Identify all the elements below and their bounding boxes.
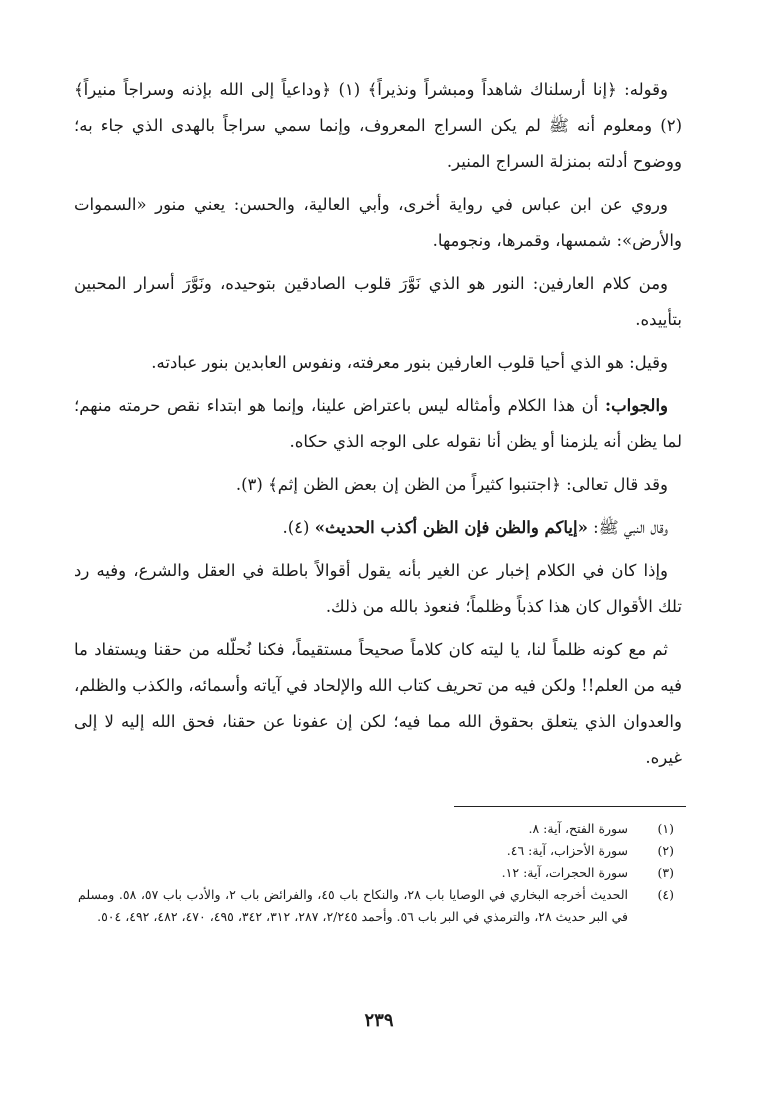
footnote-number: (١) [657, 821, 674, 836]
paragraph-ibn-abbas: وروي عن ابن عباس في رواية أخرى، وأبي العالية، والحسن: يعني منور «السموات والأرض»: شمسها، وقمرها، ونجومها. [74, 195, 682, 250]
footnote-item [78, 862, 674, 884]
hadith-intro: وقال النبي ﷺ: [587, 518, 668, 537]
paragraph-arifin: ومن كلام العارفين: النور هو الذي نَوَّرَ قلوب الصادقين بتوحيده، ونَوَّرَ أسرار المحبين بتأييده. [74, 274, 682, 329]
paragraph-verse-quote: وقوله: ﴿إنا أرسلناك شاهداً ومبشراً ونذيراً﴾ (١) ﴿وداعياً إلى الله بإذنه وسراجاً منيراً﴾ (٢) ومعلوم أنه ﷺ لم يكن السراج المعروف، وإنما سمي سراجاً بالهدى الذي جاء به؛ ووضوح أدلته بمنزلة السراج المنير. [74, 80, 682, 171]
paragraph-qila: وقيل: هو الذي أحيا قلوب العارفين بنور معرفته، ونفوس العابدين بنور عبادته. [151, 353, 668, 372]
footnote-item [78, 840, 674, 862]
paragraph-injustice: ثم مع كونه ظلماً لنا، يا ليته كان كلاماً صحيحاً مستقيماً، فكنا نُحلّله من حقنا ويستفاد ما فيه من العلم!! ولكن فيه من تحريف كتاب الله والإلحاد في آياته وأسمائه، والكذب والظلم، والعدوان الذي يتعلق بحقوق الله مما فيه؛ لكن إن عفونا عن حقنا، فحق الله إليه لا إلى غيره. [74, 640, 682, 767]
paragraph-answer [74, 388, 682, 460]
footnotes [78, 818, 674, 928]
footnote-text: سورة الفتح، آية: ٨. [528, 821, 628, 836]
paragraph-quran-verse: وقد قال تعالى: ﴿اجتنبوا كثيراً من الظن إن بعض الظن إثم﴾ (٣). [235, 475, 668, 494]
hadith-text: «إياكم والظن فإن الظن أكذب الحديث» [314, 518, 588, 537]
paragraph-false-sayings: وإذا كان في الكلام إخبار عن الغير بأنه يقول أقوالاً باطلة في العقل والشرع، وفيه رد تلك الأقوال كان هذا كذباً وظلماً؛ فنعوذ بالله من ذلك. [74, 561, 682, 616]
footnote-item [78, 884, 674, 928]
answer-text: أن هذا الكلام وأمثاله ليس باعتراض علينا، وإنما هو ابتداء نقص حرمته منهم؛ لما يظن أنه يلزمنا أو يظن أنا نقوله على الوجه الذي حكاه. [74, 396, 682, 451]
footnote-text: الحديث أخرجه البخاري في الوصايا باب ٢٨، والنكاح باب ٤٥، والفرائض باب ٢، والأدب باب ٥٧، ٥٨. ومسلم في البر حديث ٢٨، والترمذي في البر باب ٥٦. وأحمد ٢/٢٤٥، ٢٨٧، ٣١٢، ٣٤٢، ٤٩٥، ٤٧٠، ٤٨٢، ٤٩٢، ٥٠٤. [78, 887, 628, 924]
footnote-divider [454, 806, 686, 807]
footnote-number: (٢) [657, 843, 674, 858]
paragraph-hadith [74, 510, 682, 546]
footnote-item [78, 818, 674, 840]
answer-label: والجواب: [605, 396, 668, 415]
footnote-number: (٣) [657, 865, 674, 880]
footnote-text: سورة الأحزاب، آية: ٤٦. [506, 843, 628, 858]
page-number: ٢٣٩ [364, 1010, 394, 1031]
hadith-marker: (٤). [282, 518, 315, 537]
footnote-text: سورة الحجرات، آية: ١٢. [501, 865, 628, 880]
main-text [74, 72, 682, 783]
footnote-number: (٤) [657, 887, 674, 902]
